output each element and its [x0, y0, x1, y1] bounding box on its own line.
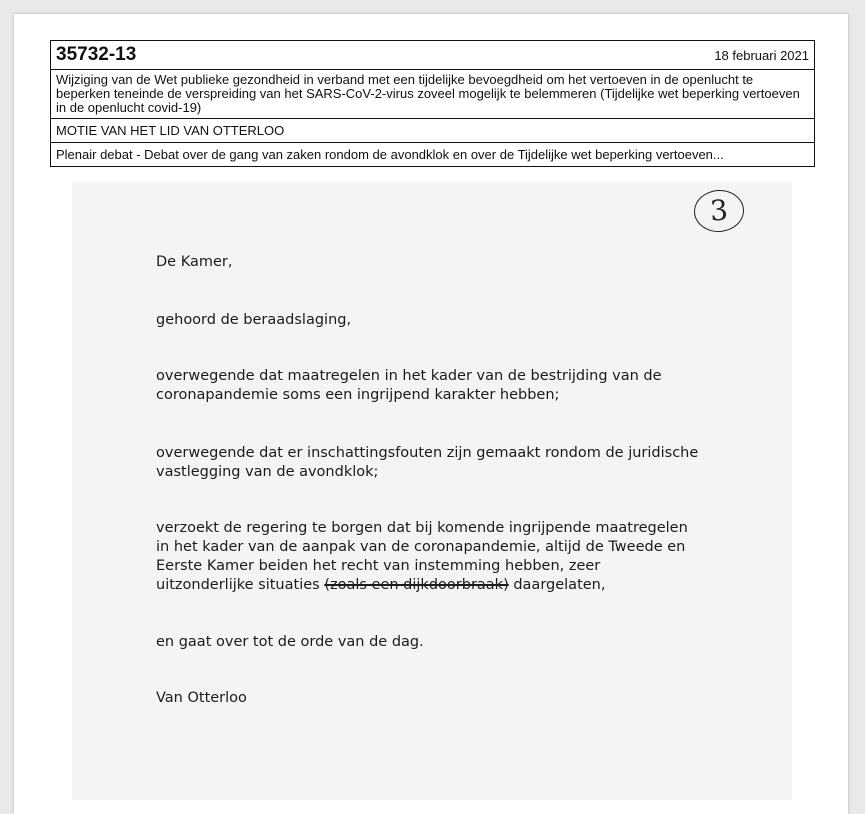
bill-title: Wijziging van de Wet publieke gezondheid in verband met een tijdelijke bevoegdheid om het vertoeven in de openlucht te beperken teneinde de verspreiding van het SARS-CoV-2-virus zoveel mogelijk te belemmeren (Tijdelijke wet beperking vertoeven in de openlucht covid-19) — [51, 70, 814, 119]
closing-paragraph: en gaat over tot de orde van de dag. — [156, 634, 424, 650]
salutation: De Kamer, — [156, 254, 233, 270]
considering-paragraph-1: overwegende dat maatregelen in het kader van de bestrijding van de coronapandemie soms een ingrijpend karakter hebben; — [156, 368, 662, 403]
document-number: 35732-13 — [56, 44, 137, 65]
debate-label: Plenair debat - Debat over de gang van zaken rondom de avondklok en over de Tijdelijke wet beperking vertoeven... — [56, 147, 724, 162]
request-paragraph — [156, 519, 776, 595]
signature: Van Otterloo — [156, 690, 247, 706]
motion-label: MOTIE VAN HET LID VAN OTTERLOO — [51, 119, 814, 143]
request-main-text: verzoekt de regering te borgen dat bij komende ingrijpende maatregelen in het kader van de aanpak van de coronapandemie, altijd de Tweede en Eerste Kamer beiden het recht van instemming hebben, zeer uitzonderlijke situaties — [156, 520, 688, 593]
struck-text: (zoals een dijkdoorbraak) — [324, 577, 509, 593]
considering-paragraph-2: overwegende dat er inschattingsfouten zijn gemaakt rondom de juridische vastlegging van de avondklok; — [156, 445, 699, 480]
request-end-text: daargelaten, — [508, 577, 606, 593]
header-number-row — [51, 41, 814, 70]
document-date: 18 februari 2021 — [714, 47, 809, 63]
document-header — [50, 40, 815, 167]
heard-paragraph: gehoord de beraadslaging, — [156, 312, 352, 328]
motion-number-stamp: 3 — [693, 188, 746, 233]
